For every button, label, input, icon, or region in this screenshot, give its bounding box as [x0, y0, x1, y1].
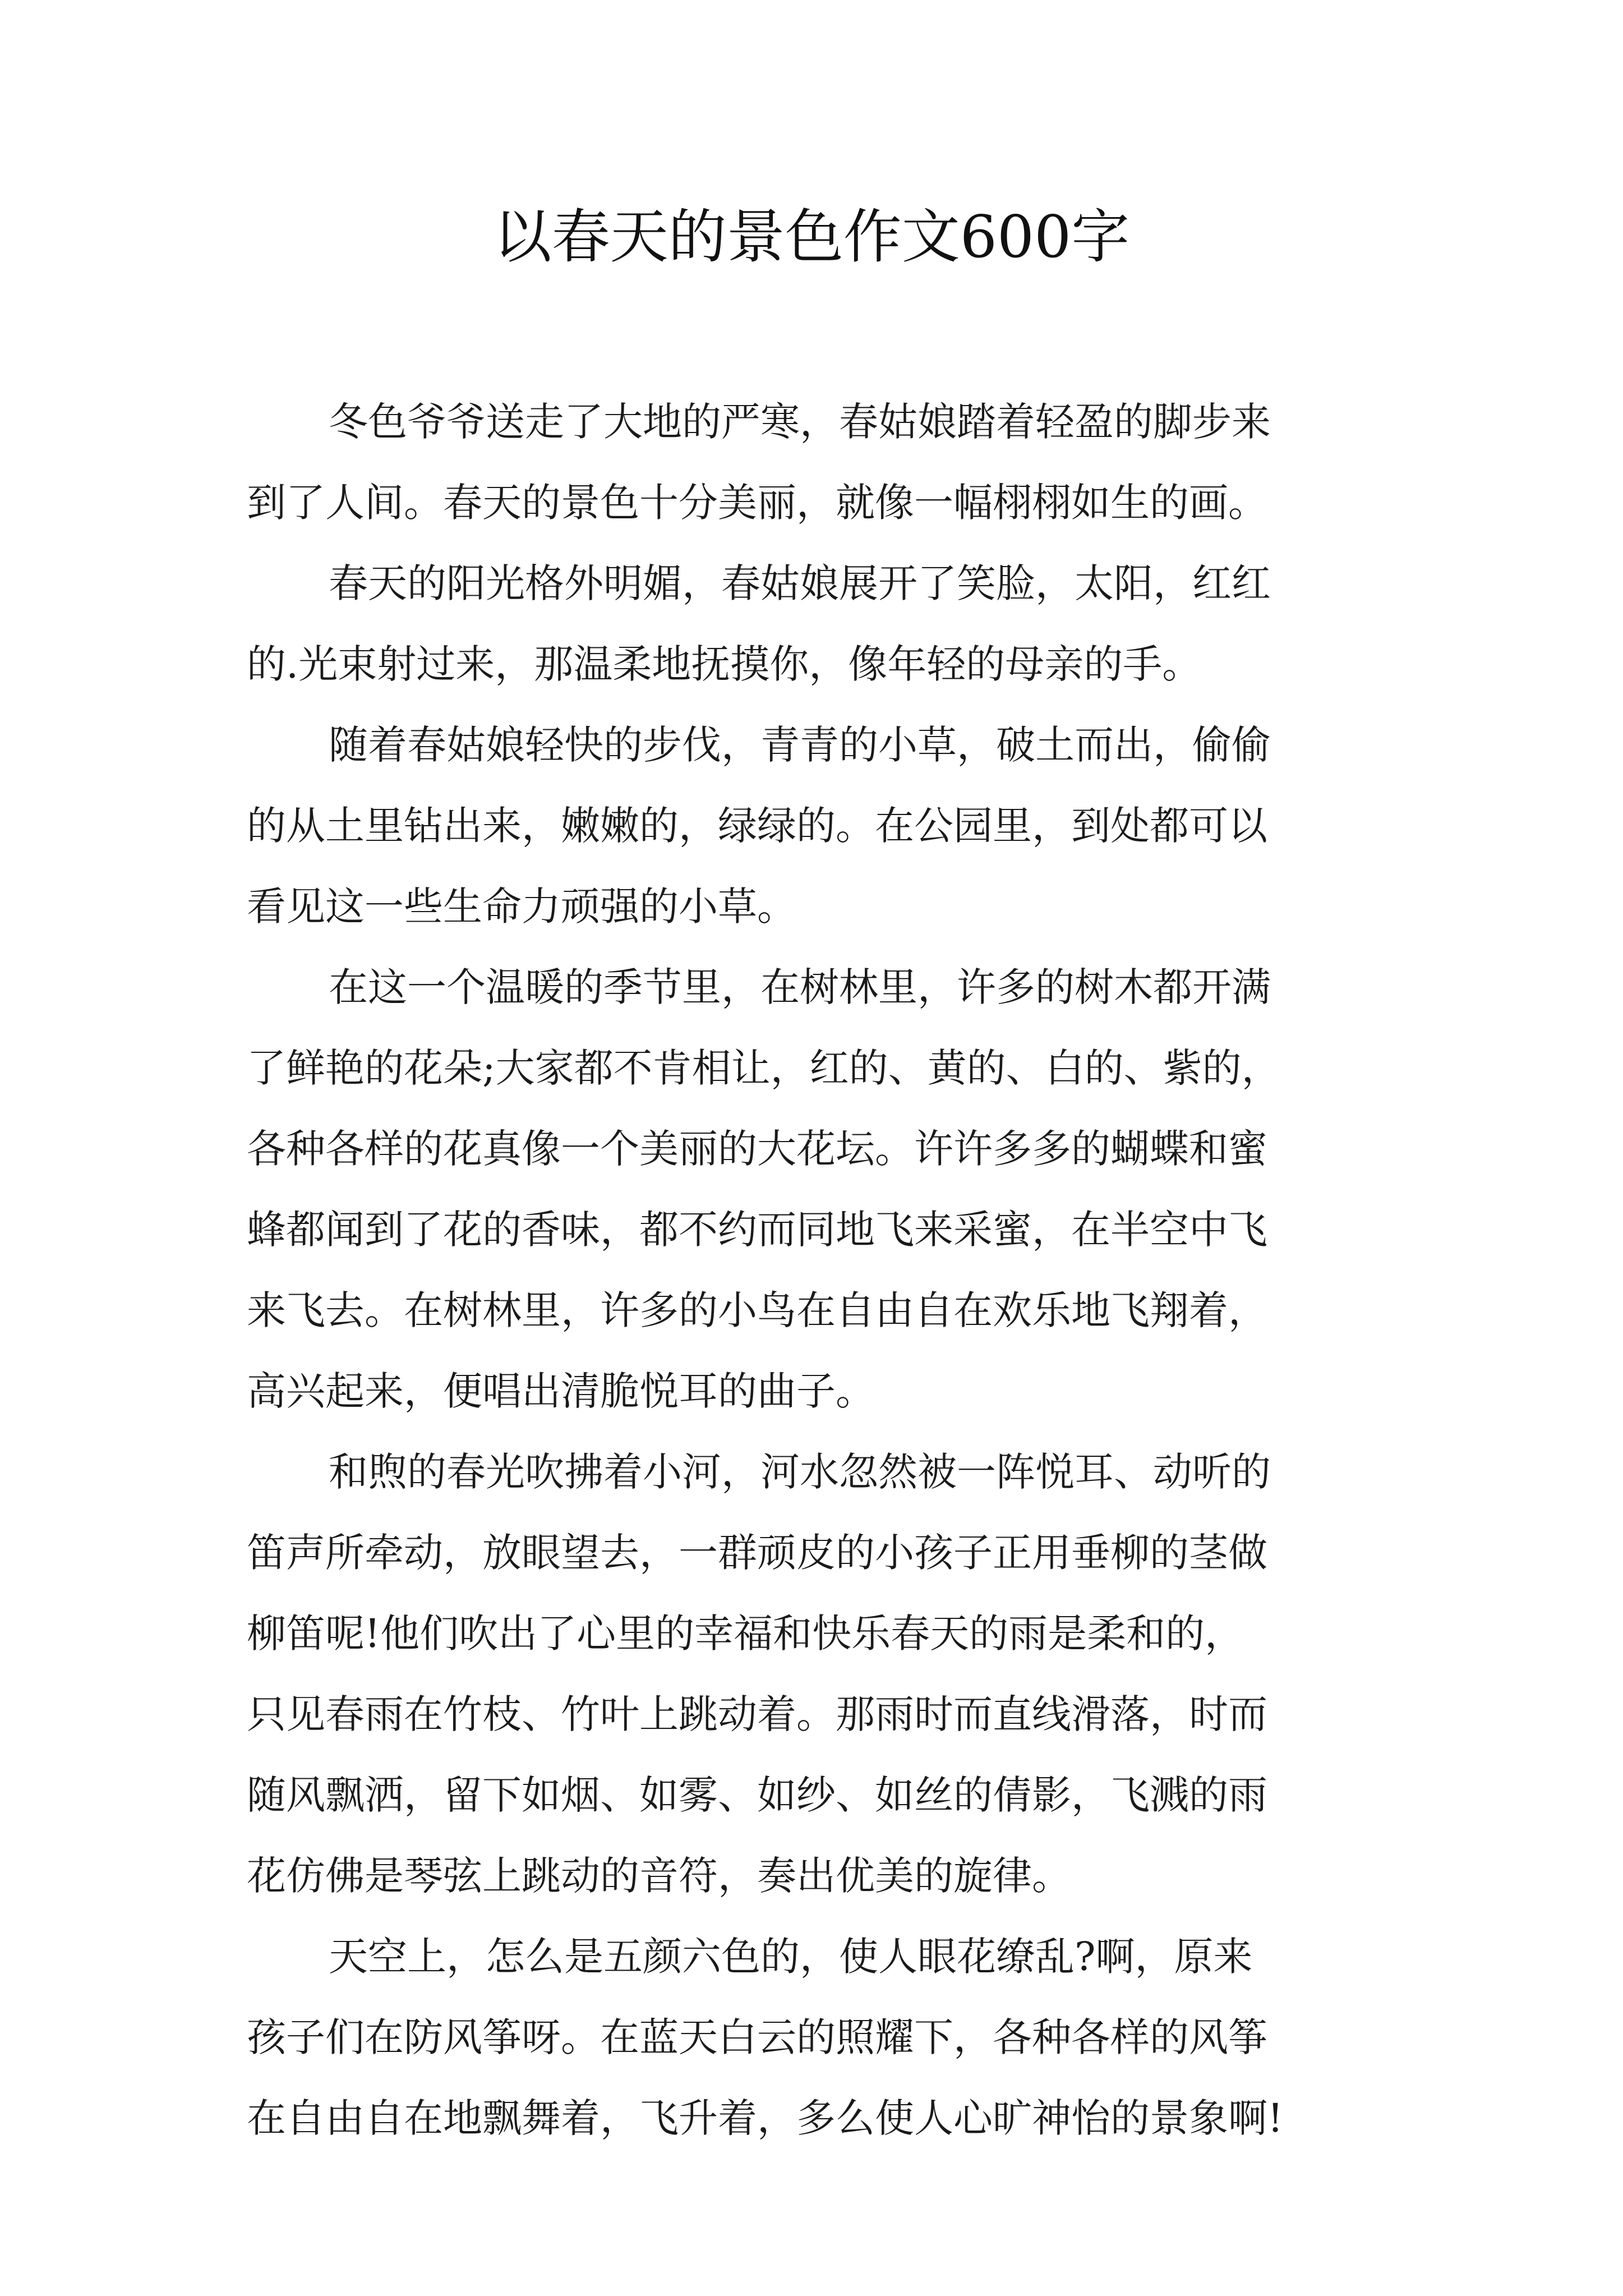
text-line: 蜂都闻到了花的香味，都不约而同地飞来采蜜，在半空中飞 [247, 1207, 1267, 1253]
text-line: 来飞去。在树林里，许多的小鸟在自由自在欢乐地飞翔着， [247, 1287, 1267, 1333]
text-line: 花仿佛是琴弦上跳动的音符，奏出优美的旋律。 [247, 1853, 1071, 1899]
text-line: 的从土里钻出来，嫩嫩的，绿绿的。在公园里，到处都可以 [247, 803, 1267, 849]
text-line: 孩子们在防风筝呀。在蓝天白云的照耀下，各种各样的风筝 [247, 2014, 1267, 2060]
document-body [247, 381, 1402, 2159]
text-line: 笛声所牵动，放眼望去，一群顽皮的小孩子正用垂柳的茎做 [247, 1530, 1267, 1576]
document-title: 以春天的景色作文600字 [493, 203, 1130, 271]
text-line: 只见春雨在竹枝、竹叶上跳动着。那雨时而直线滑落，时而 [247, 1691, 1267, 1737]
text-line: 到了人间。春天的景色十分美丽，就像一幅栩栩如生的画。 [247, 480, 1267, 526]
text-line: 春天的阳光格外明媚，春姑娘展开了笑脸，太阳，红红 [329, 560, 1271, 606]
text-line: 看见这一些生命力顽强的小草。 [247, 884, 796, 930]
text-line: 冬色爷爷送走了大地的严寒，春姑娘踏着轻盈的脚步来 [329, 399, 1271, 445]
text-line: 在这一个温暖的季节里，在树林里，许多的树木都开满 [329, 964, 1271, 1010]
text-line: 柳笛呢!他们吹出了心里的幸福和快乐春天的雨是柔和的， [247, 1611, 1244, 1657]
text-line: 了鲜艳的花朵;大家都不肯相让，红的、黄的、白的、紫的， [247, 1045, 1281, 1091]
text-line: 在自由自在地飘舞着，飞升着，多么使人心旷神怡的景象啊! [247, 2095, 1284, 2141]
text-line: 随着春姑娘轻快的步伐，青青的小草，破土而出，偷偷 [329, 722, 1271, 768]
text-line: 高兴起来，便唱出清脆悦耳的曲子。 [247, 1368, 875, 1414]
text-line: 随风飘洒，留下如烟、如雾、如纱、如丝的倩影，飞溅的雨 [247, 1772, 1267, 1818]
text-line: 和煦的春光吹拂着小河，河水忽然被一阵悦耳、动听的 [329, 1449, 1271, 1495]
text-line: 的.光束射过来，那温柔地抚摸你，像年轻的母亲的手。 [247, 641, 1202, 687]
text-line: 天空上，怎么是五颜六色的，使人眼花缭乱?啊，原来 [329, 1934, 1253, 1980]
text-line: 各种各样的花真像一个美丽的大花坛。许许多多的蝴蝶和蜜 [247, 1126, 1267, 1172]
